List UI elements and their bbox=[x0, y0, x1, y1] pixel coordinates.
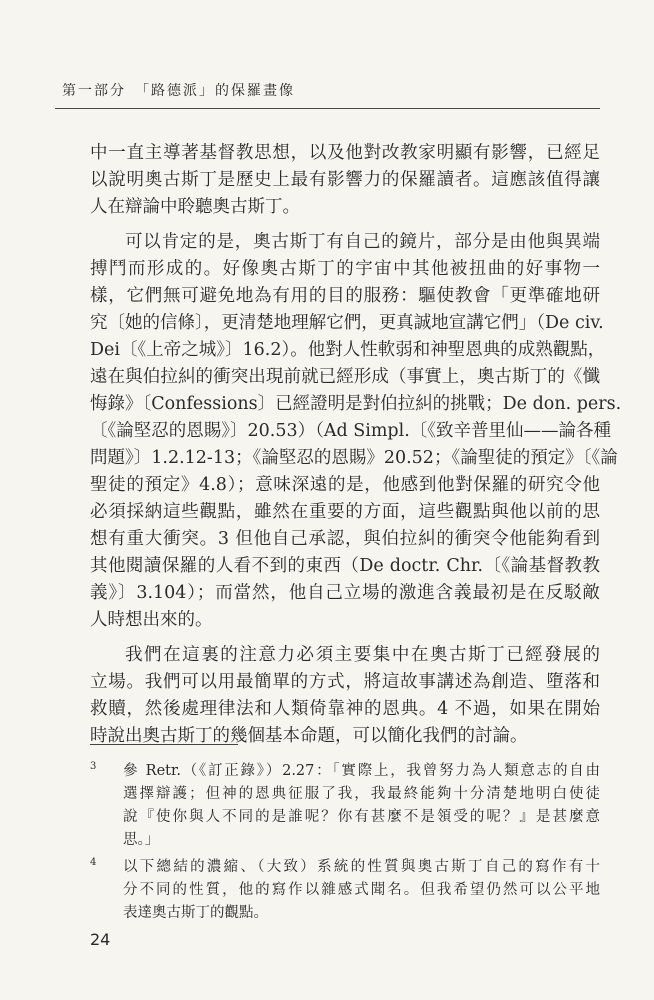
footnote-line: 說『使你與人不同的是誰呢？你有甚麼不是領受的呢？』是甚麼意 bbox=[123, 809, 600, 825]
header-rule bbox=[55, 108, 600, 109]
footnote-line: 表達奧古斯丁的觀點。 bbox=[123, 905, 268, 921]
text-line: 救贖，然後處理律法和人類倚靠神的恩典。4 不過，如果在開始 bbox=[90, 699, 600, 719]
text-line: 聖徒的預定》4.8）；意味深遠的是，他感到他對保羅的研究令他 bbox=[90, 475, 600, 495]
footnote bbox=[90, 760, 600, 852]
footnote-line: 選擇辯護；但神的恩典征服了我，我最終能夠十分清楚地明白使徒 bbox=[123, 786, 600, 802]
text-line: 中一直主導著基督教思想，以及他對改教家明顯有影響，已經足 bbox=[90, 143, 600, 163]
text-line: 義》〕3.104）；而當然，他自己立場的激進含義最初是在反駁敵 bbox=[90, 583, 600, 603]
text-line: 以說明奧古斯丁是歷史上最有影響力的保羅讀者。這應該值得讓 bbox=[90, 170, 600, 190]
text-line: 問題》〕1.2.12-13；《論堅忍的恩賜》20.52；《論聖徒的預定》〔《論 bbox=[90, 448, 618, 468]
paragraph-gap bbox=[90, 634, 600, 642]
footnote-line: 分不同的性質，他的寫作以雜感式聞名。但我希望仍然可以公平地 bbox=[123, 882, 600, 898]
body-text bbox=[90, 140, 622, 750]
text-line: 〔《論堅忍的恩賜》〕20.53）（Ad Simpl.〔《致辛普里仙——論各種 bbox=[90, 421, 612, 441]
paragraph bbox=[90, 229, 622, 634]
footnote-rule bbox=[90, 744, 238, 745]
footnotes bbox=[90, 760, 600, 929]
text-line: 樣，它們無可避免地為有用的目的服務：驅使教會「更準確地研 bbox=[90, 286, 600, 306]
paragraph-gap bbox=[90, 221, 600, 229]
text-line: 其他閱讀保羅的人看不到的東西（De doctr. Chr.〔《論基督教教 bbox=[90, 556, 600, 576]
text-line: 究〔她的信條〕，更清楚地理解它們，更真誠地宣講它們」（De civ. bbox=[90, 313, 604, 333]
text-line: 我們在這裏的注意力必須主要集中在奧古斯丁已經發展的 bbox=[125, 645, 600, 665]
text-line: Dei〔《上帝之城》〕16.2）。他對人性軟弱和神聖恩典的成熟觀點， bbox=[90, 340, 606, 360]
paragraph bbox=[90, 642, 600, 750]
footnote-number: 3 bbox=[90, 761, 97, 772]
footnote-line: 以下總結的濃縮、（大致）系統的性質與奧古斯丁自己的寫作有十 bbox=[123, 859, 600, 875]
footnote-line: 思。」 bbox=[123, 832, 160, 848]
text-line: 可以肯定的是，奧古斯丁有自己的鏡片，部分是由他與異端 bbox=[125, 232, 600, 252]
footnote-line: 參 Retr.（《訂正錄》）2.27：「實際上，我曾努力為人類意志的自由 bbox=[123, 763, 600, 779]
text-line: 時說出奧古斯丁的幾個基本命題，可以簡化我們的討論。 bbox=[90, 726, 528, 746]
text-line: 立場。我們可以用最簡單的方式，將這故事講述為創造、墮落和 bbox=[90, 672, 600, 692]
footnote-number: 4 bbox=[90, 857, 97, 868]
running-head: 第一部分 「路德派」的保羅畫像 bbox=[62, 83, 295, 99]
text-line: 必須採納這些觀點，雖然在重要的方面，這些觀點與他以前的思 bbox=[90, 502, 600, 522]
footnote bbox=[90, 856, 600, 925]
text-line: 人在辯論中聆聽奧古斯丁。 bbox=[90, 197, 300, 217]
paragraph bbox=[90, 140, 600, 221]
text-line: 悔錄》〔Confessions〕已經證明是對伯拉糾的挑戰；De don. pers. bbox=[90, 394, 622, 414]
page-number: 24 bbox=[90, 930, 111, 949]
text-line: 想有重大衝突。3 但他自己承認，與伯拉糾的衝突令他能夠看到 bbox=[90, 529, 600, 549]
text-line: 人時想出來的。 bbox=[90, 610, 213, 630]
text-line: 遠在與伯拉糾的衝突出現前就已經形成（事實上，奧古斯丁的《懺 bbox=[90, 367, 600, 387]
text-line: 搏鬥而形成的。好像奧古斯丁的宇宙中其他被扭曲的好事物一 bbox=[90, 259, 600, 279]
